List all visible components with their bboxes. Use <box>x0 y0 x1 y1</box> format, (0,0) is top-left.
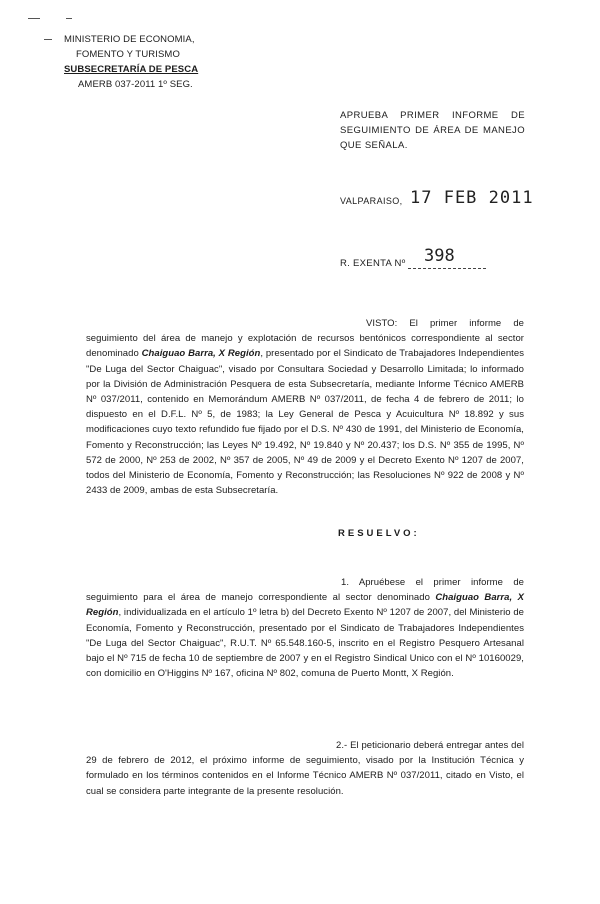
visto-text: VISTO: El primer informe de seguimiento del área de manejo y explotación de recursos bentónicos correspondiente al sector denominado <box>86 318 524 360</box>
visto-text-cont: , presentado por el Sindicato de Trabajadores Independientes "De Luga del Sector Chaiguac", visado por Consultara Sociedad y Desarrollo Limitada; lo informado por la División de Administración Pesquera de esta Subsecretaría, mediante Informe Técnico AMERB Nº 037/2011, contenido en Memorándum AMERB Nº 037/2011, de fecha 4 de febrero de 2011; lo dispuesto en el D.F.L. Nº 5, de 1983; la Ley General de Pesca y Acuicultura Nº 18.892 y sus modificaciones cuyo texto refundido fue fijado por el D.S. Nº 430 de 1991, del Ministerio de Economía, Fomento y Reconstrucción; las Leyes Nº 19.492, Nº 19.840 y Nº 20.437; los D.S. Nº 355 de 1995, Nº 572 de 2000, Nº 253 de 2002, Nº 357 de 2005, Nº 49 de 2009 y el Decreto Exento Nº 1207 de 2007, todos del Ministerio de Economía, Fomento y Reconstrucción; las Resoluciones Nº 922 de 2008 y Nº 2433 de 2009, ambas de esta Subsecretaría. <box>86 348 524 497</box>
point-1-text: 1. Apruébese el primer informe de seguimiento para el área de manejo correspondiente al sector denominado <box>86 577 524 604</box>
letterhead <box>64 32 198 92</box>
resuelvo-title: RESUELVO: <box>338 528 420 539</box>
point-1-text-cont: , individualizada en el artículo 1º letra b) del Decreto Exento Nº 1207 de 2007, del Ministerio de Economía, Fomento y Reconstrucción, presentado por el Sindicato de Trabajadores Independientes "De Luga del Sector Chaiguac", R.U.T. Nº 65.548.160-5, inscrito en el Registro Pesquero Artesanal bajo el Nº 715 de fecha 10 de septiembre de 2007 y en el Registro Sindical Unico con el Nº 10160029, con domicilio en O'Higgins Nº 167, oficina Nº 802, comuna de Puerto Montt, X Región. <box>86 607 524 680</box>
resolution-point-1 <box>86 575 524 681</box>
document-subject: APRUEBA PRIMER INFORME DE SEGUIMIENTO DE ÁREA DE MANEJO QUE SEÑALA. <box>340 110 525 151</box>
visto-paragraph <box>86 316 524 498</box>
resolution-label: R. EXENTA Nº <box>340 258 406 269</box>
place-label: VALPARAISO, <box>340 196 403 206</box>
ministry-name-2: FOMENTO Y TURISMO <box>76 49 180 60</box>
ministry-name: MINISTERIO DE ECONOMIA, <box>64 34 195 45</box>
date-stamp: 17 FEB 2011 <box>410 188 534 208</box>
scan-mark <box>44 39 52 40</box>
scan-mark <box>66 18 72 19</box>
resolution-point-2: 2.- El peticionario deberá entregar antes del 29 de febrero de 2012, el próximo informe de seguimiento, visado por la Institución Técnica y formulado en los términos contenidos en el Informe Técnico AMERB Nº 037/2011, citado en Visto, el cual se considera parte integrante de la presente resolución. <box>86 740 524 797</box>
point-1-sector-name: Chaiguao Barra, X Región <box>86 592 524 619</box>
file-reference: AMERB 037-2011 1º SEG. <box>78 79 193 90</box>
resolution-number: 398 <box>424 246 455 266</box>
visto-sector-name: Chaiguao Barra, X Región <box>141 348 261 360</box>
resolution-number-line <box>408 268 486 269</box>
scan-mark <box>28 18 40 19</box>
subsecretaria-name: SUBSECRETARÍA DE PESCA <box>64 64 199 75</box>
